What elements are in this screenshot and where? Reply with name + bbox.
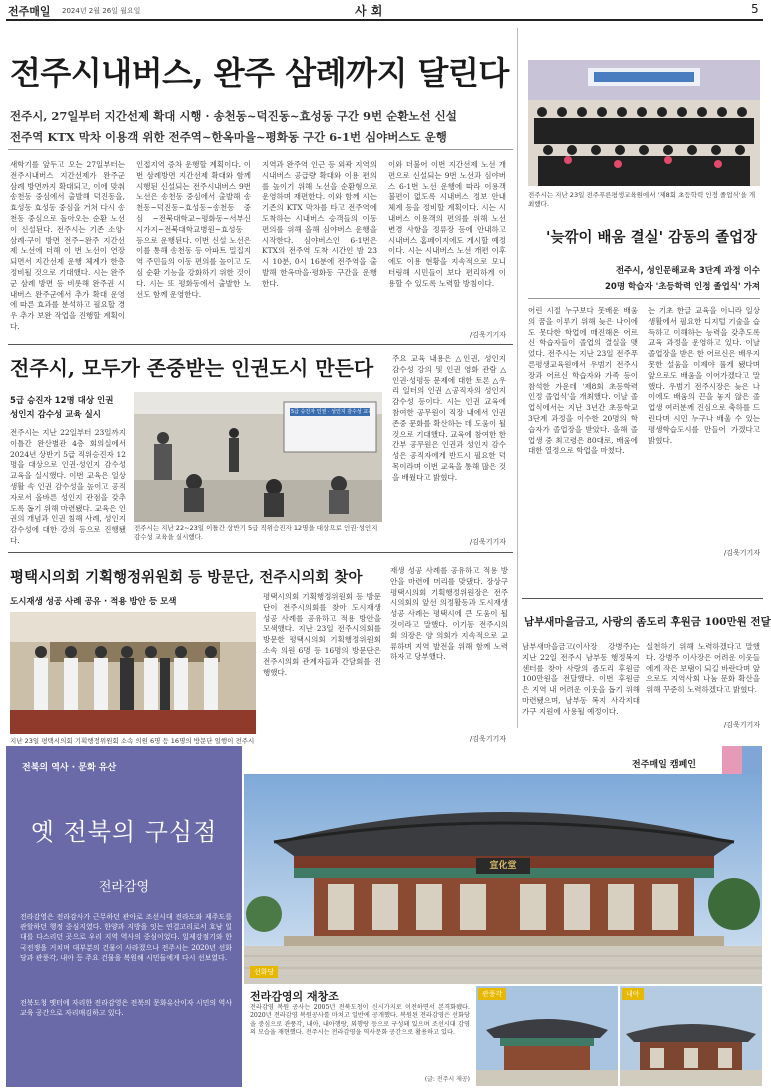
article2-right-text: 주요 교육 내용은 △인권, 성인지 감수성 강의 및 인권 영화 관람 △인권·성평등 문제에 대한 토론 △우리 일터의 인권 △공직자의 성인지 감수성 등이다. 시는 인권 교육에 참여한 공무원이 직장 내에서 인권 존중 문화를 확산하는 데 도움이 될 것으로 기대했다. 교육에 참여한 한 간부 공무원은 인권과 성인지 감수성은 공직자에게 반드시 필요한 덕목이라며 이번 교육을 통해 많은 것을 배웠다고 밝혔다. bbox=[392, 354, 506, 482]
article1-bottom-rule bbox=[8, 344, 513, 345]
article5-byline: /김욱기기자 bbox=[723, 721, 760, 729]
page-number: 5 bbox=[751, 2, 759, 16]
heritage-photo-naea bbox=[620, 986, 762, 1086]
article4-headline: '늦깎이 배움 결실' 감동의 졸업장 bbox=[546, 229, 758, 246]
article2-bottom-rule bbox=[8, 552, 513, 553]
article2-byline: /김욱기기자 bbox=[469, 538, 506, 546]
heritage-signboard: 宣化堂 bbox=[489, 861, 517, 871]
article3-headline: 평택시의회 기획행정위원회 등 방문단, 전주시의회 찾아 bbox=[10, 569, 363, 586]
article1-subhead-1: 전주시, 27일부터 지간선제 확대 시행 · 송천동~덕진동~효성동 구간 9번 순환노선 신설 bbox=[10, 109, 457, 123]
article5-column-1: 남부새마을금고(이사장 강병주)는 지난 22일 전주시 남부동 행정복지센터를 찾아 사랑의 좀도리 후원금 100만원을 전달했다. 이번 후원금은 지역 내 어려운 이웃을 돕기 위해 마련됐으며, 남부동 복지 사각지대 가구 지원에 사용될 예정이다. bbox=[522, 642, 640, 716]
article4-bottom-rule bbox=[522, 598, 763, 599]
photo-label-seonhwadang: 선화당 bbox=[250, 966, 278, 978]
article1-subhead-2: 전주역 KTX 막차 이용객 위한 전주역~한옥마을~평화동 구간 6-1번 심야버스도 운행 bbox=[10, 130, 447, 144]
article4-rule bbox=[528, 298, 760, 299]
heritage-info-body: 전라감영 복원 공사는 2005년 전북도청이 신시가지로 이전하면서 본격화됐다. 2020년 전라감영 복원공사를 마치고 일반에 공개했다. 복원된 전라감영은 선화당을 중심으로 관풍각, 내아, 내아행랑, 외행랑 등으로 구성돼 있으며 조선시대 감영의 모습을 재현했다. 전주시는 전라감영을 역사문화 공간으로 활용하고 있다. bbox=[250, 1004, 470, 1037]
article2-subhead-1: 5급 승진자 12명 대상 인권 bbox=[10, 396, 114, 406]
article4-subhead-2: 20명 학습자 '초등학력 인정 졸업식' 가져 bbox=[605, 282, 760, 292]
heritage-section-label: 전북의 역사 · 문화 유산 bbox=[22, 763, 117, 773]
issue-date: 2024년 2월 26일 월요일 bbox=[62, 7, 141, 15]
article1-byline: /김욱기기자 bbox=[469, 331, 506, 339]
article2-photo-banner: 5급 승진자 인권 · 성인지 감수성 교육 bbox=[291, 409, 373, 415]
article2-headline: 전주시, 모두가 존중받는 인권도시 만든다 bbox=[10, 356, 374, 380]
article1-rule bbox=[8, 149, 513, 150]
heritage-main-photo bbox=[244, 774, 762, 984]
article2-left-text: 전주시는 지난 22일부터 23일까지 이틀간 완산별관 4층 회의실에서 2024년 상반기 5급 직위승진자 12명을 대상으로 인권·성인지 감수성 교육을 실시했다. 이번 교육은 일상생활 속 인권 감수성을 높이고 공직자로서 올바른 성인지 관점을 갖추도록 돕기 위해 마련됐다. 교육은 인권의 개념과 인권 침해 사례, 성인지 감수성에 대한 강의 등으로 진행됐다. bbox=[10, 428, 126, 545]
article2-caption: 전주시는 지난 22~23일 이틀간 상반기 5급 직위승진자 12명을 대상으로 인권·성인지 감수성 교육을 실시했다. bbox=[134, 524, 378, 541]
article4-column-1: 어린 시절 누구보다 못배운 배움의 꿈을 이루기 위해 늦은 나이에도 못다한 학업에 매진해온 어르신 학습자들이 졸업의 결실을 맺었다. 전주시는 지난 23일 전주푸른평생교육원에서 우범기 전주시장과 어르신 학습자와 가족 등이 참석한 가운데 '제8회 초등학력 인정 졸업식'을 개최했다. 이날 졸업식에서는 지난 3년간 초등학교 3단계 과정을 이수한 20명의 학습자가 졸업장을 받았다. 올해 졸업생 중 최고령은 80대로, 배움에 대한 열정으로 학업을 마쳤다. bbox=[528, 306, 638, 456]
article4-photo bbox=[528, 60, 760, 186]
article1-headline: 전주시내버스, 완주 삼례까지 달린다 bbox=[10, 54, 509, 92]
campaign-stripe-blue bbox=[742, 746, 762, 774]
article1-column-3: 지역과 완주역 인근 등 외곽 지역의 시내버스 공급량 확대와 이용 편의를 높이기 위해 노선을 순환형으로 운영하며 재편한다. 이와 함께 시는 기존의 KTX 막차를 타고 전주역에 도착하는 시내버스 승객들의 이동 편의를 위해 올해 심야버스 운행을 시작한다. 심야버스인 6-1번은 KTX의 전주역 도착 시간인 밤 23시 10분, 0시 16분에 전주역을 출발해 한옥마을·평화동 구간을 운행한다. bbox=[262, 160, 377, 288]
column-divider bbox=[517, 28, 518, 728]
heritage-body: 전라감영은 전라감사가 근무하던 관아로 조선시대 전라도와 제주도를 관할하던 행정 중심지였다. 한양과 지방을 잇는 연결고리로서 호남 일대를 다스리던 곳으로 우리 지역 역사의 중심이었다. 일제강점기와 한국전쟁을 거치며 대부분의 건물이 사라졌으나 전주시는 2020년 선화당과 관풍각, 내아 등 주요 건물을 복원해 시민들에게 다시 선보였다. bbox=[20, 913, 232, 962]
article3-subhead: 도시재생 성공 사례 공유 · 적용 방안 등 모색 bbox=[10, 597, 177, 607]
heritage-title: 옛 전북의 구심점 bbox=[30, 818, 218, 846]
photo-label-gwanpunggak: 관풍각 bbox=[478, 988, 506, 1000]
section-title: 사 회 bbox=[355, 4, 383, 18]
campaign-label: 전주매일 캠페인 bbox=[632, 760, 696, 770]
article2-subhead-2: 성인지 감수성 교육 실시 bbox=[10, 410, 101, 420]
article3-byline: /김욱기기자 bbox=[469, 735, 506, 743]
photo-label-naea: 내아 bbox=[622, 988, 644, 1000]
article3-photo bbox=[10, 612, 256, 734]
article2-photo bbox=[134, 392, 382, 522]
article5-headline: 남부새마을금고, 사랑의 좀도리 후원금 100만원 전달 bbox=[524, 616, 771, 628]
article1-column-1: 새학기를 앞두고 오는 27일부터는 전주시내버스 지간선제가 완주군 삼례 방면까지 확대되고, 이에 맞춰 송천동 중심에서 출발해 덕진동을, 효성동 효성동 중심을 거쳐 다시 송천동 중심으로 돌아오는 순환 노선이 신설된다. 전주시는 기존 소양·삼례·구이 방면 전주~완주 지간선제 노선에 더해 이 번 노선이 연장되면서 지간선제 운행 체계가 한층 정비될 것으로 기대했다. 시는 완주군 삼례 방면 등 비롯해 완주권 시내버스 완주군에서 추가 확대 운영에 따른 효과를 분석하고 필요할 경우 추가 보완 작업을 진행할 계획이다. bbox=[10, 160, 125, 331]
article4-subhead-1: 전주시, 성인문해교육 3단계 과정 이수 bbox=[615, 266, 760, 276]
article4-column-2: 는 기초 한글 교육을 이니라 일상생활에서 필요한 디지털 기술을 습득하고 이해하는 능력을 갖추도록 교육 과정을 운영하고 있다. 이날 졸업장을 받은 한 어르신은 배우지 못한 설움을 이제야 풀게 됐다며 앞으로도 배움을 이어가겠다고 말했다. 우범기 전주시장은 늦은 나이에도 배움의 끈을 놓지 않은 졸업생 여러분께 진심으로 축하를 드린다며 시민 누구나 배울 수 있는 평생학습도시를 만들어 가겠다고 밝혔다. bbox=[648, 306, 760, 445]
heritage-subtitle: 전라감영 bbox=[98, 880, 150, 895]
article3-column-3: 재생 성공 사례를 공유하고 적용 방안을 마련에 머리를 맞댔다. 장상구 평택시의회 기획행정위원장은 전주시의회의 앞선 의정활동과 도시재생 성공 사례는 평택시에 큰 도움이 될 것이라고 말했다. 이기동 전주시의회 의장은 양 의회가 지속적으로 교류하며 지역 발전을 위해 함께 노력하자고 당부했다. bbox=[390, 566, 508, 662]
article3-caption: 지난 23일 평택시의회 기획행정위원회 소속 의원 6명 등 16명의 방문단 일행이 전주시 bbox=[10, 737, 255, 745]
article3-column-1: 평택시의회 기획행정위원회 등 방문단이 전주시의회를 찾아 도시재생 성공 사례를 공유하고 적용 방안을 모색했다. 지난 23일 전주시의회를 방문한 평택시의회 기획행정위원회 소속 의원 6명 등 16명의 방문단은 전주시의회 관계자들과 간담회를 진행했다. bbox=[263, 592, 381, 677]
header-rule bbox=[6, 19, 763, 21]
heritage-body-2: 전북도청 옛터에 자리한 전라감영은 전북의 문화유산이자 시민의 역사교육 공간으로 자리매김하고 있다. bbox=[20, 999, 232, 1018]
heritage-photo-gwanpunggak bbox=[476, 986, 618, 1086]
article4-byline: /김욱기기자 bbox=[723, 549, 760, 557]
article5-column-2: 실천하기 위해 노력하겠다고 말했다. 강병주 이사장은 어려운 이웃들에게 작은 보탬이 되길 바란다며 앞으로도 지역사회 나눔 문화 확산을 위해 꾸준히 노력하겠다고 밝혔다. bbox=[646, 642, 760, 695]
masthead: 전주매일 bbox=[8, 5, 51, 18]
heritage-info-title: 전라감영의 재창조 bbox=[250, 990, 339, 1003]
heritage-info-credit: (글: 전주시 제공) bbox=[424, 1076, 470, 1083]
article1-column-2: 인접지역 증차 운행할 계획이다. 이번 삼례방면 지간선제 확대와 함께 시행된 신설되는 전주시내버스 9번 노선은 송천동 중심에서 출발해 송천동~덕진동~효성동~송천동 중심 ~전북대학교~평화동~서부신시가지~전북대학교병원~효성동 등으로 운행된다. 이번 신설 노선은 이를 통해 송천동 등 아파트 밀집지역 주민들의 이동 편의를 높이고 도심 순환 기능을 강화하기 위한 것이다. 시는 또 평화동에서 출발한 노선도 함께 운영한다. bbox=[136, 160, 251, 299]
article4-caption: 전주시는 지난 23일 전주푸른평생교육원에서 '제8회 초등학력 인정 졸업식'을 개최했다. bbox=[528, 191, 756, 208]
article1-column-4: 이와 더불어 이번 지간선제 노선 개편으로 신설되는 9번 노선과 심야버스 6-1번 노선 운행에 따라 이용객 불편이 없도록 시내버스 정보 안내 체계 등을 정비할 계획이다. 시는 시내버스 이용객의 편의를 위해 노선 변경 사항을 정류장 등에 안내하고 시내버스 홈페이지에도 게시할 예정이다. 시는 시내버스 노선 개편 이후에도 이용 현황을 지속적으로 모니터링해 시민들이 보다 편리하게 이용할 수 있도록 노력할 방침이다. bbox=[388, 160, 506, 288]
